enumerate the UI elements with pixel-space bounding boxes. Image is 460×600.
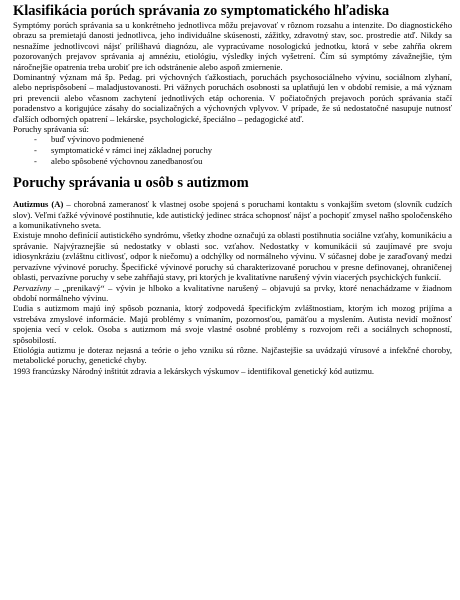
list-intro: Poruchy správania sú: (13, 124, 89, 135)
paragraph-cognition: Ľudia s autizmom majú iný spôsob poznania, ktorý zodpovedá špecifickým zvláštnostiam, ktorým ich mozog prijíma a vstrebáva zmyslové informácie. Majú problémy s vnímaním, pozornosťou, pamäťou a myslením. Autista nevidí možnosť spojenia vecí v celok. Osoba s autizmom má svoje vlastné osobné problémy s rozvojom reči a sociálnych schopností, spôsobilostí. (13, 303, 452, 345)
list-item (13, 134, 452, 145)
pervasive-definition-text: – „prenikavý“ – vývin je hlboko a kvalitatívne narušený – objavujú sa prvky, ktoré nenachádzame v žiadnom období normálneho vývinu. (13, 282, 452, 303)
paragraph-pervasive (13, 283, 452, 304)
list-item-text: symptomatické v rámci inej základnej poruchy (51, 145, 213, 156)
list-item-text: buď vývinovo podmienené (51, 134, 144, 145)
paragraph-genetic-code: 1993 francúzsky Národný inštitút zdravia a lekárskych výskumov – identifikoval genetický kód autizmu. (13, 365, 375, 376)
paragraph-etiology: Etiológia autizmu je doteraz nejasná a teórie o jeho vzniku sú rôzne. Najčastejšie sa uvádzajú vírusové a infekčné choroby, metabolické poruchy, genetické chyby. (13, 344, 452, 366)
disorder-list (13, 134, 452, 166)
list-bullet: - (34, 134, 37, 145)
list-item-text: alebo spôsobené výchovnou zanedbanosťou (51, 155, 203, 166)
section-title-autism: Poruchy správania u osôb s autizmom (13, 175, 249, 192)
section-title-classification: Klasifikácia porúch správania zo symptomatického hľadiska (13, 3, 390, 19)
autism-definition-text: – chorobná zameranosť k vlastnej osobe spojená s poruchami kontaktu s vonkajším svetom (slovník cudzích slov). Veľmi ťažké vývinové postihnutie, kde autistický jedinec stráca schopnosť nájsť a pochopiť zmysel našho spoločenského a komunikatívneho sveta. (13, 199, 452, 231)
paragraph-symptoms: Symptómy porúch správania sa u konkrétneho jednotlivca môžu prejavovať v rôznom rozsahu a intenzite. Do diagnostického obrazu sa premietajú danosti jednotlivca, jeho individuálne skúsenosti, zážitky, zdravotný stav, soc. prostredie atď. Nikdy sa nesnažíme jednotlivcovi nájsť prílišhavú diagnózu, ale vypracúvame nosologickú jednotku, ktorá v sebe zahŕňa okrem pozorovaných prejavov správania aj amnéziu, etiológiu, výsledky iných vyšetrení. Čím sú symptómy závažnejšie, tým náročnejšie opatrenia treba urobiť pre ich odstránenie alebo aspoň zmiernenie. (13, 20, 452, 72)
list-bullet: - (34, 155, 37, 166)
paragraph-definitions: Existuje mnoho definícií autistického syndrómu, všetky zhodne označujú za oblasti postihnutia sociálne vzťahy, komunikáciu a správanie. Najvýraznejšie sú nedostatky v oblasti soc. vzťahov. Nedostatky v komunikácii sú zaujímavé pre svoju idiosynkráziu (zvláštnu citlivosť, odpor k niečomu) a odchýlky od normálneho vývinu. V súčasnej dobe je zaraďovaný medzi pervazívne vývinové poruchy. Špecifické vývinové poruchy sú charakterizované poruchou v presne definovanej, ohraničenej oblasti, pervazívne poruchy v sebe zahŕňajú stavy, pri ktorých je kvalitatívne narušený vývin viacerých psychických funkcií. (13, 230, 452, 283)
list-item (13, 156, 452, 167)
list-item (13, 145, 452, 156)
term-pervasive: Pervazívny (13, 282, 52, 293)
list-bullet: - (34, 145, 37, 156)
term-autism: Autizmus (A) (13, 199, 64, 210)
paragraph-autism-definition (13, 199, 452, 230)
paragraph-dominant-meaning: Dominantný význam má šp. Pedag. pri výchovných ťažkostiach, poruchách psychosociálneho vývinu, sociálnom zlyhaní, alebo neprispôsobení – maladjustovanosti. Pri väžnych poruchách osobnosti sa uplatňujú len v období remisie, a má význam pri prevencii alebo včasnom zachytení jednotlivých etáp ochorenia. V počiatočných prejavoch porúch správania stačí poradenstvo a korigujúce zásahy do socializačných a výchovných vplyvov. V prípade, že sú nedostatočné nasupuje nutnosť ďalších odborných opatrení – lekárske, psychologické, špeciálno – pedagogické atď. (13, 72, 452, 124)
